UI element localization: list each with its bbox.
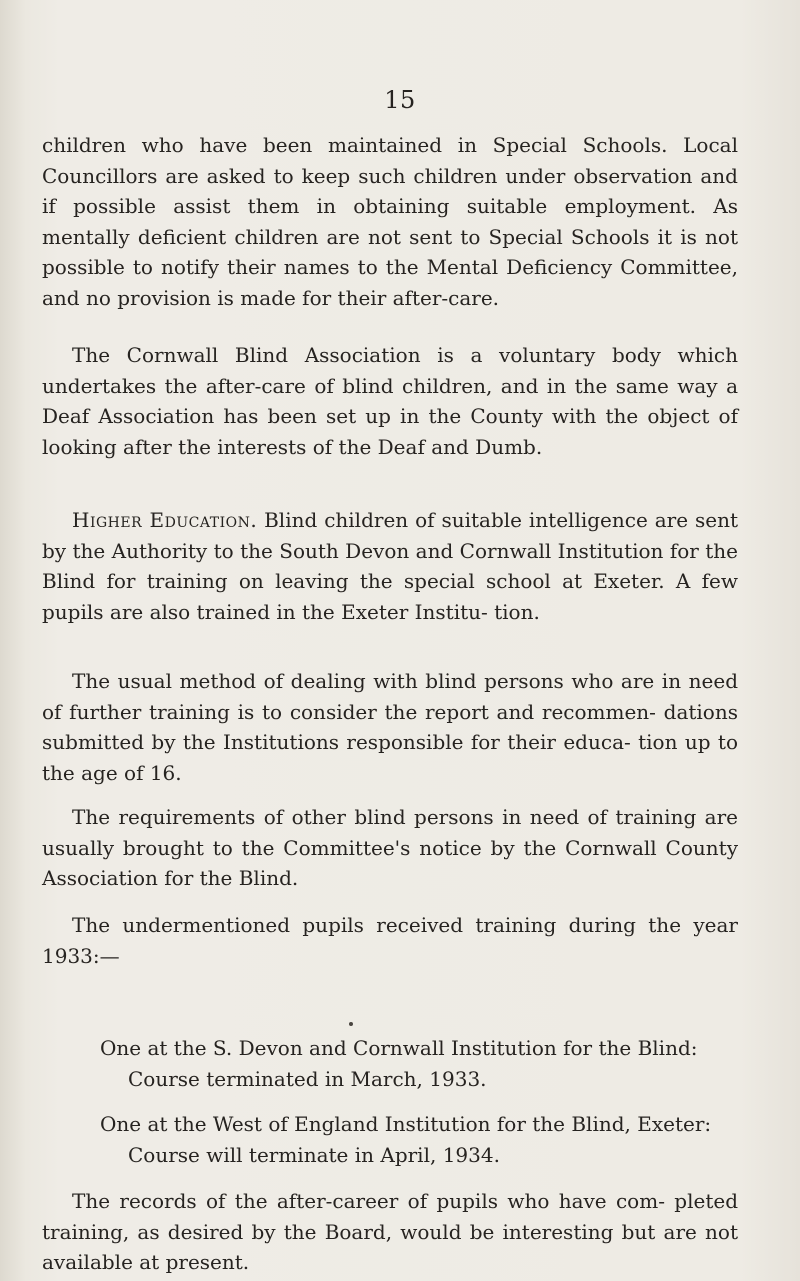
paragraph-special-schools: children who have been maintained in Special Schools. Local Councillors are asked to keep such children under observation and if possible assist them in obtaining suitable employment. As mentally deficient children are not sent to Special Schools it is not possible to notify their names to the Mental Deficiency Committee, and no provision is made for their after-care. [42, 133, 738, 310]
higher-education-heading: Higher Education. [72, 508, 258, 532]
paragraph-closing: The records of the after-career of pupils who have com- pleted training, as desired by the Board, would be interesting but are not available at present. [42, 1189, 738, 1274]
paragraph-higher-education [42, 505, 738, 627]
pupil-item-south-devon: One at the S. Devon and Cornwall Institution for the Blind: Course terminated in March, 1933. [100, 1036, 698, 1091]
page-number: 15 [384, 86, 416, 114]
paragraph-requirements: The requirements of other blind persons in need of training are usually brought to the Committee's notice by the Cornwall County Association for the Blind. [42, 805, 738, 890]
pupil-item-west-of-england: One at the West of England Institution for the Blind, Exeter: Course will terminate in April, 1934. [100, 1112, 712, 1167]
paragraph-cornwall-blind-association: The Cornwall Blind Association is a voluntary body which undertakes the after-care of blind children, and in the same way a Deaf Association has been set up in the County with the object of looking after the interests of the Deaf and Dumb. [42, 343, 738, 459]
higher-education-text: Blind children of suitable intelligence are sent by the Authority to the South Devon and Cornwall Institution for the Blind for training on leaving the special school at Exeter. A few pupils are also trained in the Exeter Institu- tion. [42, 508, 738, 624]
ink-speck [349, 1022, 353, 1026]
paragraph-usual-method: The usual method of dealing with blind persons who are in need of further training is to consider the report and recommen- dations submitted by the Institutions responsible for their educa- tion up to the age of 16. [42, 669, 738, 785]
paragraph-undermentioned-pupils: The undermentioned pupils received training during the year 1933:— [42, 913, 738, 968]
